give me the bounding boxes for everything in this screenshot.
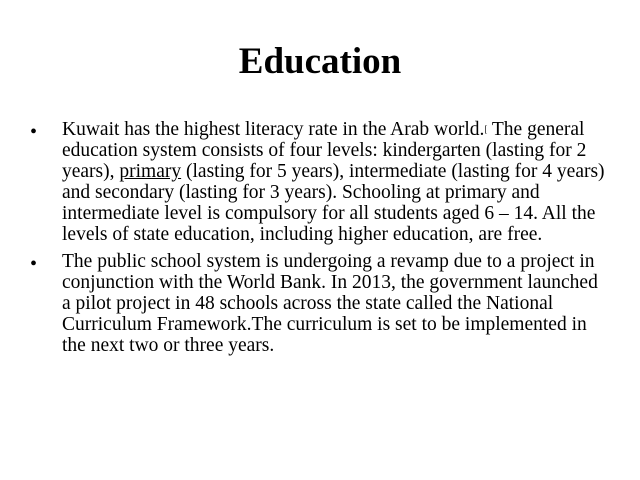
slide-title: Education [238,41,402,82]
bullet-item-public-school [30,251,608,356]
bullet-text: The public school system is undergoing a revamp due to a project in conjunction with the World Bank. In 2013, the government launched a pilot project in 48 schools across the state called the National Curriculum Framework.The curriculum is set to be implemented in the next two or three years. [62,251,598,356]
bullet-text: Kuwait has the highest literacy rate in the Arab world. [62,119,485,140]
bullet-list [30,119,608,362]
primary-link[interactable]: primary [119,161,182,182]
bullet-item-literacy [30,119,608,245]
bullet-icon: • [30,121,38,143]
bullet-text: (lasting for 5 years), intermediate (lasting for 4 years) and secondary (lasting for 3 years). Schooling at primary and intermediate level is compulsory for all students aged 6 – 14. All the levels of state education, including higher education, are free. [62,161,605,245]
bullet-icon: • [30,253,38,275]
footnote-marker[interactable]: [ [484,124,488,134]
bullet-text: The general education system consists of four levels: kindergarten (lasting for 2 years), [62,119,587,182]
